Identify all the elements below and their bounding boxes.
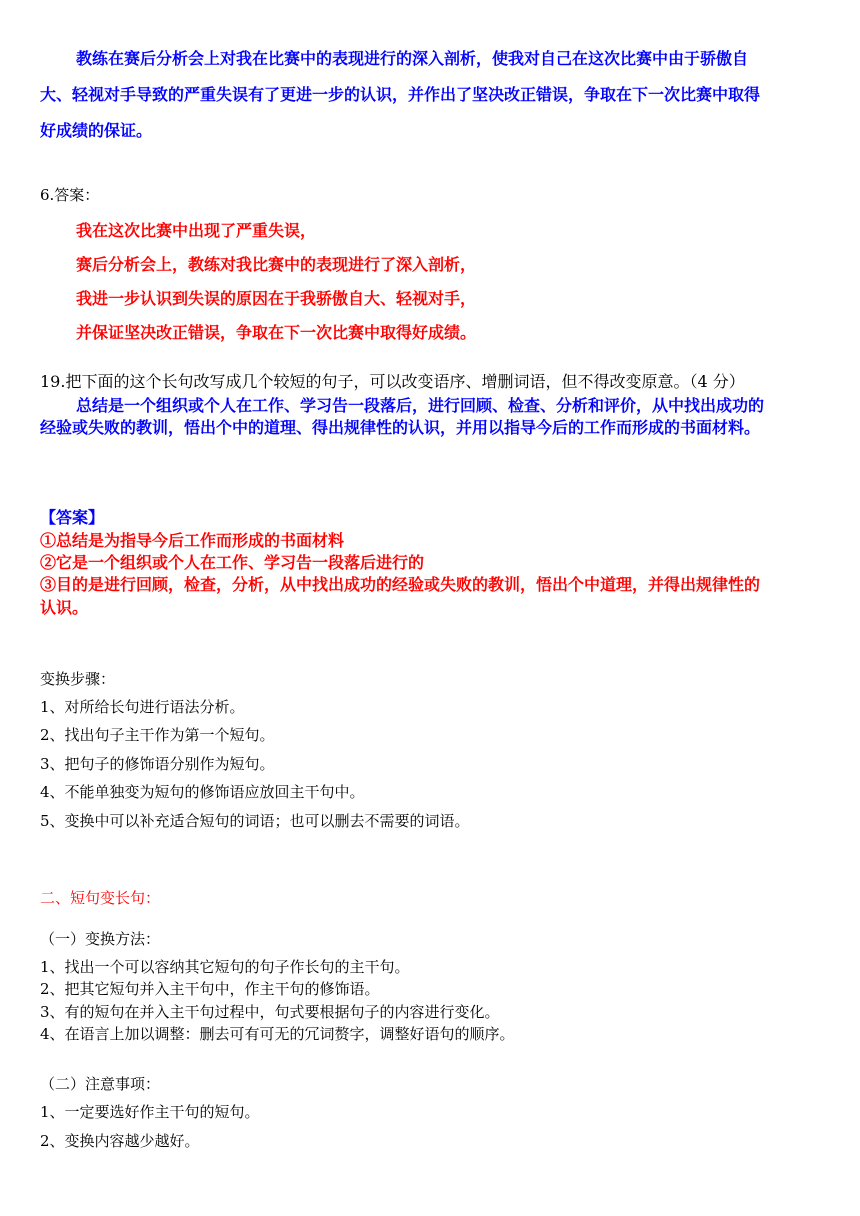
notes-title: （二）注意事项：: [40, 1075, 161, 1093]
note-item: 1、一定要选好作主干句的短句。: [40, 1103, 260, 1121]
method-item: 2、把其它短句并入主干句中，作主干句的修饰语。: [40, 980, 380, 998]
question19-passage-line-1: 总结是一个组织或个人在工作、学习告一段落后，进行回顾、检查、分析和评价，从中找出成功的: [76, 396, 765, 415]
answer6-line: 我在这次比赛中出现了严重失误，: [76, 221, 317, 240]
steps-item: 4、不能单独变为短句的修饰语应放回主干句中。: [40, 783, 365, 801]
intro-line-1: 教练在赛后分析会上对我在比赛中的表现进行的深入剖析，使我对自己在这次比赛中由于骄傲自: [76, 49, 749, 68]
method-item: 1、找出一个可以容纳其它短句的句子作长句的主干句。: [40, 958, 410, 976]
intro-line-3: 好成绩的保证。: [40, 121, 153, 140]
answer19-label: 【答案】: [40, 508, 105, 527]
method-item: 4、在语言上加以调整：删去可有可无的冗词赘字，调整好语句的顺序。: [40, 1025, 515, 1043]
intro-line-2: 大、轻视对手导致的严重失误有了更进一步的认识，并作出了坚决改正错误，争取在下一次比赛中取得: [40, 85, 761, 104]
answer6-line: 并保证坚决改正错误，争取在下一次比赛中取得好成绩。: [76, 323, 477, 342]
answer19-item: ①总结是为指导今后工作而形成的书面材料: [40, 531, 345, 550]
method-item: 3、有的短句在并入主干句过程中，句式要根据句子的内容进行变化。: [40, 1003, 500, 1021]
steps-item: 1、对所给长句进行语法分析。: [40, 698, 245, 716]
answer6-line: 赛后分析会上，教练对我比赛中的表现进行了深入剖析，: [76, 255, 477, 274]
steps-item: 3、把句子的修饰语分别作为短句。: [40, 755, 275, 773]
note-item: 2、变换内容越少越好。: [40, 1132, 200, 1150]
answer6-line: 我进一步认识到失误的原因在于我骄傲自大、轻视对手，: [76, 289, 477, 308]
section2-heading: 二、短句变长句：: [40, 889, 161, 907]
answer19-item: ②它是一个组织或个人在工作、学习告一段落后进行的: [40, 553, 425, 572]
steps-title: 变换步骤：: [40, 670, 116, 688]
answer19-item: ③目的是进行回顾，检查，分析，从中找出成功的经验或失败的教训，悟出个中道理，并得出规律性的: [40, 575, 761, 594]
question19-passage-line-2: 经验或失败的教训，悟出个中的道理、得出规律性的认识，并用以指导今后的工作而形成的书面材料。: [40, 418, 761, 437]
methods-title: （一）变换方法：: [40, 930, 161, 948]
answer19-item: 认识。: [40, 598, 89, 617]
answer6-label: 6.答案：: [40, 186, 100, 204]
steps-item: 5、变换中可以补充适合短句的词语；也可以删去不需要的词语。: [40, 812, 470, 830]
question19-prompt: 19.把下面的这个长句改写成几个较短的句子，可以改变语序、增删词语，但不得改变原意。（4 分）: [40, 372, 745, 391]
steps-item: 2、找出句子主干作为第一个短句。: [40, 726, 275, 744]
